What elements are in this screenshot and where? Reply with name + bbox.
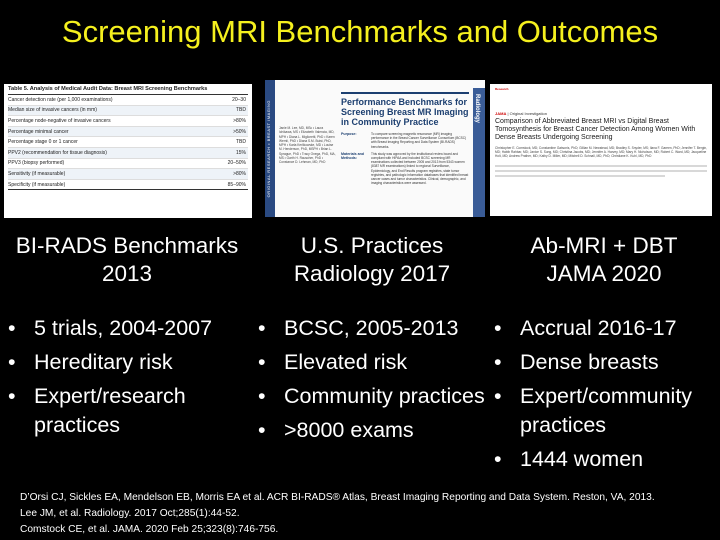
bullet-icon: • bbox=[494, 316, 502, 340]
article-body-lines bbox=[495, 165, 707, 177]
table-row bbox=[8, 148, 248, 159]
journal-brand-strip bbox=[473, 88, 485, 217]
list-item-text: Expert/community practices bbox=[520, 384, 693, 437]
bullet-icon: • bbox=[258, 384, 266, 408]
table-body bbox=[8, 95, 248, 190]
row-value: TBD bbox=[236, 139, 246, 146]
table-row bbox=[8, 159, 248, 170]
text-line bbox=[495, 175, 665, 177]
table-row bbox=[8, 116, 248, 127]
column-heading bbox=[488, 232, 720, 288]
text-line bbox=[495, 165, 707, 167]
journal-name: JAMA bbox=[495, 111, 507, 116]
list-item bbox=[2, 314, 252, 343]
column-us-practices bbox=[252, 232, 492, 450]
slide-title: Screening MRI Benchmarks and Outcomes bbox=[61, 14, 659, 49]
journal-brand: Radiology bbox=[474, 94, 480, 124]
row-label: Specificity (if measurable) bbox=[8, 181, 66, 188]
jama-article-thumbnail bbox=[490, 84, 712, 216]
row-label: Percentage stage 0 or 1 cancer bbox=[8, 139, 78, 146]
column-abmri-dbt bbox=[488, 232, 720, 479]
section-label: Materials and Methods: bbox=[341, 151, 364, 160]
reference-item: Comstock CE, et al. JAMA. 2020 Feb 25;323(8):746-756. bbox=[20, 524, 279, 535]
bullet-icon: • bbox=[8, 316, 16, 340]
row-value: TBD bbox=[236, 107, 246, 114]
list-item bbox=[252, 416, 492, 445]
article-title: Performance Benchmarks for Screening Breast MR Imaging in Community Practice bbox=[341, 92, 469, 127]
row-label: Median size of invasive cancers (in mm) bbox=[8, 107, 97, 114]
list-item bbox=[252, 314, 492, 343]
article-kicker: JAMA | Original Investigation bbox=[495, 111, 547, 116]
bullet-icon: • bbox=[8, 350, 16, 374]
list-item bbox=[252, 348, 492, 377]
article-type: Original Investigation bbox=[509, 111, 547, 116]
list-item bbox=[488, 382, 720, 440]
bullet-icon: • bbox=[258, 316, 266, 340]
list-item-text: Expert/research practices bbox=[34, 384, 186, 437]
bullet-icon: • bbox=[494, 350, 502, 374]
article-authors: Christopher E. Comstock, MD; Constantine Gatsonis, PhD; Gillian M. Newstead, MD; Bradley S. Snyder, MS; Ilana F. Gareen, PhD; Jennifer T. Bergin, MD; Habib Rahbar, MD; Janice S. Sung, MD; Christina Jacobs, MD; Jennifer A. Harvey, MD; Mary H. Nicholson, MD; Robert C. Ward, MD; Jacqueline Holt, MD; Andrew Prather, MD; Kathy D. Miller, MD; Mitchell D. Schnall, MD, PhD; Christiane K. Kuhl, MD, PhD bbox=[495, 146, 707, 159]
heading-line: 2013 bbox=[101, 261, 153, 286]
heading-line: JAMA 2020 bbox=[546, 261, 662, 286]
section-label: Purpose: bbox=[341, 132, 357, 136]
row-value: >80% bbox=[233, 170, 246, 177]
row-value: 20–50% bbox=[227, 160, 246, 167]
list-item-text: Dense breasts bbox=[520, 350, 659, 374]
reference-item: D’Orsi CJ, Sickles EA, Mendelson EB, Morris EA et al. ACR BI-RADS® Atlas, Breast Imaging Reporting and Data System. Reston, VA, 2013. bbox=[20, 492, 655, 503]
list-item-text: Accrual 2016-17 bbox=[520, 316, 677, 340]
bullet-list bbox=[488, 314, 720, 474]
list-item bbox=[252, 382, 492, 411]
heading-line: Radiology 2017 bbox=[293, 261, 451, 286]
section-text: To compare screening magnetic resonance (MR) imaging performance in the Breast Cancer Surveillance Consortium (BCSC) with Breast Imaging Reporting and Data System (BI-RADS) benchmarks. bbox=[371, 132, 467, 149]
heading-line: BI-RADS Benchmarks bbox=[15, 233, 239, 258]
table-row bbox=[8, 137, 248, 148]
heading-line: Ab-MRI + DBT bbox=[530, 233, 678, 258]
row-label: Percentage minimal cancer bbox=[8, 128, 69, 135]
list-item-text: >8000 exams bbox=[284, 418, 414, 442]
article-authors: Janie M. Lee, MD, MSc • Laura Ichikawa, MS • Elizabeth Valencia, MD, MPH • Diana L. Miglioretti, PhD • Karen Wernli, PhD • Diana S.M. Buist, PhD, MPH • Karla Kerlikowske, MD • Louise M. Henderson, PhD, MSPH • Brian L. Sprague, PhD • Tracy Onega, PhD, MA, MS • Garth H. Rauscher, PhD • Constance D. Lehman, MD, PhD bbox=[279, 126, 336, 165]
row-label: PPV3 (biopsy performed) bbox=[8, 160, 65, 167]
references bbox=[20, 490, 710, 538]
list-item bbox=[2, 382, 252, 440]
text-line bbox=[495, 170, 707, 172]
abstract-sections bbox=[341, 132, 469, 188]
table-row bbox=[8, 95, 248, 106]
list-item bbox=[2, 348, 252, 377]
abstract-section bbox=[341, 152, 469, 186]
row-label: PPV2 (recommendation for tissue diagnosis) bbox=[8, 149, 107, 156]
row-label: Cancer detection rate (per 1,000 examinations) bbox=[8, 96, 113, 103]
bullet-icon: • bbox=[494, 447, 502, 471]
radiology-article-thumbnail bbox=[265, 80, 485, 217]
bullet-icon: • bbox=[258, 418, 266, 442]
journal-spine bbox=[265, 80, 275, 217]
reference-item: Lee JM, et al. Radiology. 2017 Oct;285(1):44-52. bbox=[20, 508, 240, 519]
table-row bbox=[8, 127, 248, 138]
jama-section-logo: Research bbox=[495, 87, 509, 91]
abstract-section bbox=[341, 132, 469, 149]
column-heading bbox=[252, 232, 492, 288]
spine-text: ORIGINAL RESEARCH • BREAST IMAGING bbox=[266, 100, 271, 198]
row-value: 20–30 bbox=[232, 96, 246, 103]
bullet-list bbox=[2, 314, 252, 440]
table-row bbox=[8, 106, 248, 117]
row-value: 15% bbox=[235, 149, 246, 156]
bullet-icon: • bbox=[8, 384, 16, 408]
list-item-text: Elevated risk bbox=[284, 350, 408, 374]
column-heading bbox=[2, 232, 252, 288]
bullet-icon: • bbox=[258, 350, 266, 374]
row-label: Sensitivity (if measurable) bbox=[8, 170, 66, 177]
column-birads bbox=[2, 232, 252, 445]
list-item-text: 5 trials, 2004-2007 bbox=[34, 316, 213, 340]
table-caption: Table 5. Analysis of Medical Audit Data: Breast MRI Screening Benchmarks bbox=[8, 86, 248, 95]
list-item-text: 1444 women bbox=[520, 447, 644, 471]
table-row bbox=[8, 169, 248, 180]
bullet-list bbox=[252, 314, 492, 445]
list-item-text: Hereditary risk bbox=[34, 350, 173, 374]
birads-table-thumbnail bbox=[4, 84, 252, 218]
list-item bbox=[488, 445, 720, 474]
list-item bbox=[488, 314, 720, 343]
table-row bbox=[8, 180, 248, 191]
list-item-text: Community practices bbox=[284, 384, 485, 408]
bullet-icon: • bbox=[494, 384, 502, 408]
section-text: This study was approved by the institutional review board and compliant with HIPAA and included BCSC screening MR examinations collected between 2005 and 2013 from 5343 women (8387 MR examinations) linked to regional Surveillance, Epidemiology, and End Results program registries, state tumor registries, and pathologic information databases that identified breast cancer cases and tumor characteristics. Clinical, demographic, and imaging characteristics were assessed. bbox=[371, 151, 469, 186]
row-value: 85–90% bbox=[227, 181, 246, 188]
row-value: >50% bbox=[233, 128, 246, 135]
heading-line: U.S. Practices bbox=[300, 233, 444, 258]
list-item bbox=[488, 348, 720, 377]
list-item-text: BCSC, 2005-2013 bbox=[284, 316, 459, 340]
row-value: >80% bbox=[233, 117, 246, 124]
row-label: Percentage node-negative of invasive cancers bbox=[8, 117, 111, 124]
article-title: Comparison of Abbreviated Breast MRI vs Digital Breast Tomosynthesis for Breast Cancer Detection Among Women With Dense Breasts Undergoing Screening bbox=[495, 118, 696, 141]
